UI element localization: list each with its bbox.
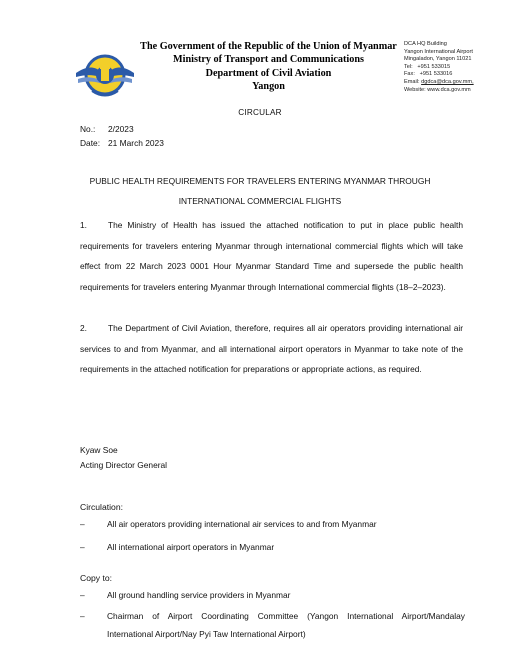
dash-bullet: – [80,611,85,622]
list-item-text: Chairman of Airport Coordinating Committee (Yangon International Airport/Mandalay International Airport/Nay Pyi Taw International Airport) [107,611,465,639]
list-item [80,587,465,604]
dca-emblem-icon [74,44,136,106]
contact-fax [404,71,516,79]
circular-number [80,123,164,137]
dash-bullet: – [80,542,85,552]
website-link[interactable]: www.dca.gov.mm [427,86,471,93]
contact-building: DCA HQ Building [404,41,447,47]
list-item [80,516,465,533]
circular-title: CIRCULAR [238,108,282,117]
website-label: Website: [404,86,426,93]
date-label: Date: [80,137,101,148]
ministry-name: Ministry of Transport and Communications [173,54,364,66]
subject-line-2: INTERNATIONAL COMMERCIAL FLIGHTS [178,196,342,206]
paragraph-1 [80,215,463,297]
subject-heading [60,171,460,211]
department-name: Department of Civil Aviation [205,67,332,79]
date-value: 21 March 2023 [108,137,164,148]
copy-to-list [80,587,465,647]
list-item [80,608,465,643]
signatory-name: Kyaw Soe [80,445,118,455]
contact-block [404,41,516,94]
subject-line-1: PUBLIC HEALTH REQUIREMENTS FOR TRAVELERS ENTERING MYANMAR THROUGH [89,176,431,186]
circulation-list [80,516,465,562]
paragraph-number: 1. [80,220,87,230]
signatory-title: Acting Director General [80,460,168,470]
city-name: Yangon [252,81,285,93]
contact-email [404,79,516,87]
government-name: The Government of the Republic of the Union of Myanmar [140,41,397,52]
circulation-heading: Circulation: [80,502,123,512]
copy-to-heading: Copy to: [80,573,113,583]
circular-date [80,137,164,151]
contact-address: Mingaladon, Yangon 11021 [404,56,472,63]
fax-value: +951 533016 [419,71,453,78]
contact-website [404,87,516,95]
paragraph-2 [80,318,463,380]
fax-label: Fax: [404,71,415,78]
number-label: No.: [80,124,96,134]
tel-value: +951 533015 [417,63,451,70]
list-item-text: All international airport operators in Myanmar [107,542,275,552]
paragraph-number: 2. [80,323,87,333]
dash-bullet: – [80,590,85,600]
paragraph-text: The Ministry of Health has issued the attached notification to put in place public health requirements for travelers entering Myanmar through international commercial flights which will take effect from 22 March 2023 0001 Hour Myanmar Standard Time and supersede the public health requirements for travelers entering Myanmar through International commercial flights (18–2–2023). [80,220,463,292]
list-item [80,539,465,556]
list-item-text: All air operators providing international air services to and from Myanmar [107,519,377,529]
circular-meta [80,123,164,150]
tel-label: Tel: [404,63,413,70]
letterhead-title [136,40,401,94]
number-value: 2/2023 [108,124,134,134]
dash-bullet: – [80,519,85,529]
contact-tel [404,64,516,72]
list-item-text: All ground handling service providers in Myanmar [107,590,291,600]
contact-airport: Yangon International Airport [404,48,473,55]
paragraph-text: The Department of Civil Aviation, therefore, requires all air operators providing international air services to and from Myanmar, and all international airport operators in Myanmar to take note of the requirements in the attached notification for preparations or appropriate actions, as required. [80,323,463,375]
email-label: Email: [404,78,420,85]
signature-block [80,443,167,473]
email-link[interactable]: dgdca@dca.gov.mm, [421,78,474,85]
